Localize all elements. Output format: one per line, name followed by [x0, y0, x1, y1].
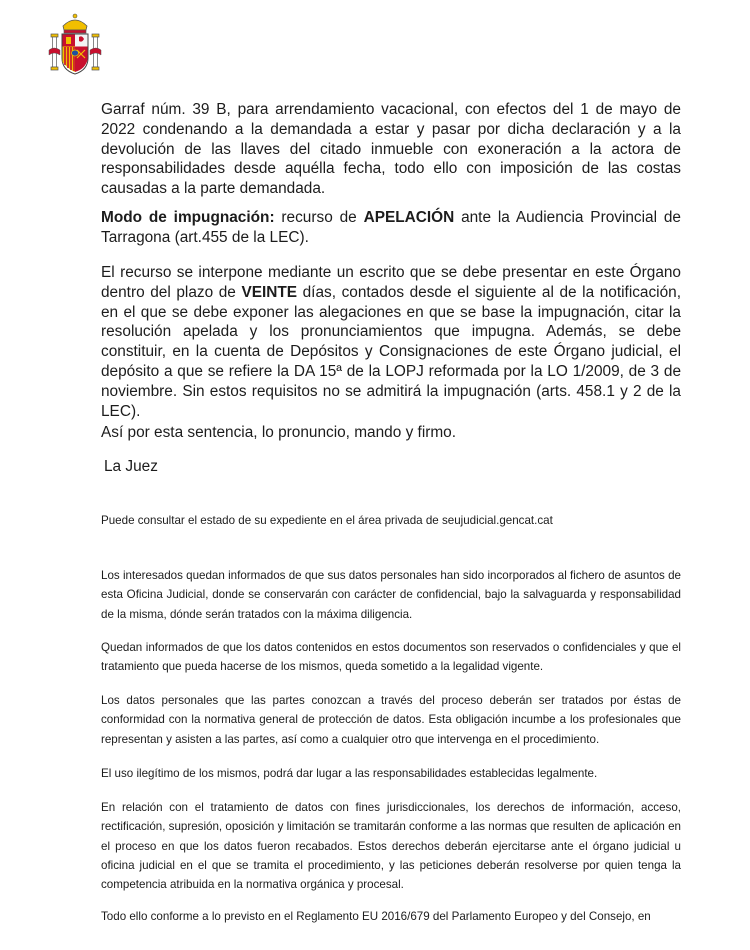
paragraph-fallo: Garraf núm. 39 B, para arrendamiento vacacional, con efectos del 1 de mayo de 2022 condenando a la demandada a estar y pasar por dicha declaración y a la devolución de las llaves del citado inmueble con exoneración a la actora de responsabilidades desde aquélla fecha, todo ello con imposición de las costas causadas a la parte demandada.	[101, 101, 681, 198]
paragraph-firma: Así por esta sentencia, lo pronuncio, mando y firmo.	[101, 424, 457, 441]
notice-derechos: En relación con el tratamiento de datos con fines jurisdiccionales, los derechos de información, acceso, rectificación, supresión, oposición y limitación se tramitarán conforme a las normas que resulten de aplicación en el proceso en que los datos fueron recabados. Estos derechos deberán ejercitarse ante el órgano judicial u oficina judicial en el que se tramita el procedimiento, y las peticiones deberán resolverse por quien tenga la competencia atribuida en la normativa orgánica y procesal.	[101, 801, 681, 892]
notice-reglamento: Todo ello conforme a lo previsto en el Reglamento EU 2016/679 del Parlamento Europeo y del Consejo, en	[101, 910, 651, 923]
notice-uso-ilegitimo: El uso ilegítimo de los mismos, podrá dar lugar a las responsabilidades establecidas legalmente.	[101, 767, 598, 780]
spain-coat-of-arms-icon	[48, 12, 102, 78]
notice-reservados: Quedan informados de que los datos contenidos en estos documentos son reservados o confidenciales y que el tratamiento que pueda hacerse de los mismos, queda sometido a la legalidad vigente.	[101, 641, 681, 674]
notice-consulta-expediente: Puede consultar el estado de su expediente en el área privada de seujudicial.gencat.cat	[101, 514, 553, 527]
apelacion-term: APELACIÓN	[363, 209, 455, 226]
notice-proteccion-datos: Los datos personales que las partes conozcan a través del proceso deberán ser tratados por éstas de conformidad con la normativa general de protección de datos. Esta obligación incumbe a los profesionales que representan y asisten a las partes, así como a cualquier otro que intervenga en el procedimiento.	[101, 694, 681, 746]
notice-datos-personales: Los interesados quedan informados de que sus datos personales han sido incorporados al fichero de asuntos de esta Oficina Judicial, donde se conservarán con carácter de confidencial, bajo la salvaguarda y responsabilidad de la misma, dónde serán tratados con la máxima diligencia.	[101, 569, 681, 621]
paragraph-recurso: El recurso se interpone mediante un escrito que se debe presentar en este Órgano dentro del plazo de VEINTE días, contados desde el siguiente al de la notificación, en el que se debe exponer las alegaciones en que se base la impugnación, citar la resolución apelada y los pronunciamientos que impugna. Además, se debe constituir, en la cuenta de Depósitos y Consignaciones de este Órgano judicial, el depósito a que se refiere la DA 15ª de la LOPJ reformada por la LO 1/2009, de 3 de noviembre. Sin estos requisitos no se admitirá la impugnación (arts. 458.1 y 2 de la LEC).	[101, 264, 681, 420]
paragraph-modo-impugnacion: Modo de impugnación: recurso de APELACIÓN ante la Audiencia Provincial de Tarragona (art.455 de la LEC).	[101, 209, 681, 246]
veinte-term: VEINTE	[241, 283, 298, 301]
signature-la-juez: La Juez	[104, 458, 158, 475]
modo-impugnacion-label: Modo de impugnación:	[101, 209, 275, 226]
